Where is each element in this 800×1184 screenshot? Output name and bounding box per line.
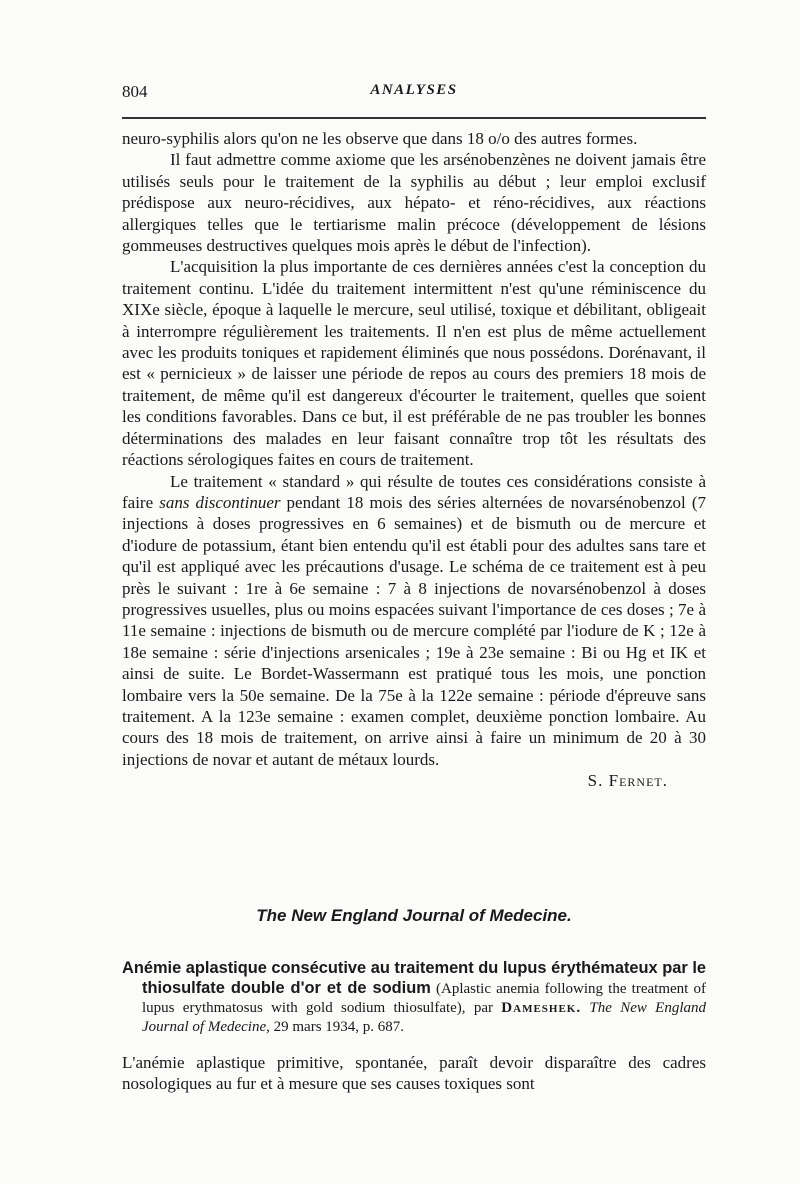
article-body-start: L'anémie aplastique primitive, spontanée, paraît devoir disparaître des cadres nosologiques au fur et à mesure que ses causes toxiques sont — [122, 1053, 706, 1094]
journal-section-title: The New England Journal of Medecine. — [256, 906, 572, 925]
emphasis-sans-discontinuer: sans discontinuer — [159, 492, 281, 512]
review-signature — [122, 770, 706, 791]
article-title: Anémie aplastique consécutive au traitement du lupus érythémateux par le thiosulfate double d'or et de sodium — [122, 959, 706, 997]
journal-name: The New England Journal of Medecine, — [142, 1000, 706, 1035]
article-original-title: (Aplastic anemia following the treatment of lupus erythmatosus with gold sodium thiosulfate), par — [142, 981, 706, 1016]
review-syphilis-treatment — [122, 128, 706, 792]
page-header — [122, 82, 706, 116]
paragraph-continuation: neuro-syphilis alors qu'on ne les observe que dans 18 o/o des autres formes. — [122, 129, 638, 148]
standard-treatment-text-end: pendant 18 mois des séries alternées de novarsénobenzol (7 injections à doses progressives en 6 semaines) et de bismuth ou de mercure et d'iodure de potassium, étant bien entendu qu'il est établi pour des adultes sans tare et qu'il est appliqué avec les précautions d'usage. Le schéma de ce traitement est à peu près le suivant : 1re à 6e semaine : 7 à 8 injections de novarsénobenzol à doses progressives usuelles, plus ou moins espacées suivant l'importance de ces doses ; 7e à 11e semaine : injections de bismuth ou de mercure complété par l'iodure de K ; 12e à 18e semaine : série d'injections arsenicales ; 19e à 23e semaine : Bi ou Hg et IK et ainsi de suite. Le Bordet-Wassermann est pratiqué tous les mois, une ponction lombaire vers la 50e semaine. De la 75e à la 122e semaine : période d'épreuve sans traitement. A la 123e semaine : examen complet, deuxième ponction lombaire. Au cours des 18 mois de traitement, on arrive ainsi à faire un minimum de 20 à 30 injections de novar et autant de métaux lourds. — [122, 492, 706, 769]
page-number: 804 — [122, 82, 148, 101]
signature-text: S. Fernet. — [587, 771, 668, 791]
article-author: Dameshek. — [501, 1000, 582, 1016]
header-rule — [122, 117, 706, 119]
standard-treatment-text-start: Le traitement « standard » qui résulte de toutes ces considérations consiste à faire — [122, 471, 706, 512]
running-title: ANALYSES — [370, 82, 458, 98]
review-aplastic-anemia — [122, 944, 706, 1112]
article-citation — [122, 959, 706, 1037]
paragraph-continuous-treatment: L'acquisition la plus importante de ces dernières années c'est la conception du traitement continu. L'idée du traitement intermittent n'est qu'une réminiscence du XIXe siècle, époque à laquelle le mercure, seul utilisé, toxique et débilitant, obligeait à interrompre régulièrement les traitements. Il n'en est plus de même actuellement avec les produits toniques et rapidement éliminés que nous possédons. Dorénavant, il est « pernicieux » de laisser une période de repos au cours des premiers 18 mois de traitement, de même qu'il est dangereux d'écourter le traitement, quelles que soient les conditions favorables. Dans ce but, il est préférable de ne pas troubler les bonnes déterminations des malades en leur faisant connaître trop tôt les résultats des réactions sérologiques faites en cours de traitement. — [122, 257, 706, 470]
paragraph-standard-treatment — [122, 471, 706, 771]
article-date-pages: 29 mars 1934, p. 687. — [269, 1019, 405, 1035]
paragraph-arsenobenzenes: Il faut admettre comme axiome que les arsénobenzènes ne doivent jamais être utilisés seuls pour le traitement de la syphilis au début ; leur emploi exclusif prédispose aux neuro-récidives, aux hépato- et réno-récidives, aux réactions allergiques telles que le tertiarisme malin précoce (développement de lésions gommeuses destructives quelques mois après le début de l'infection). — [122, 150, 706, 256]
